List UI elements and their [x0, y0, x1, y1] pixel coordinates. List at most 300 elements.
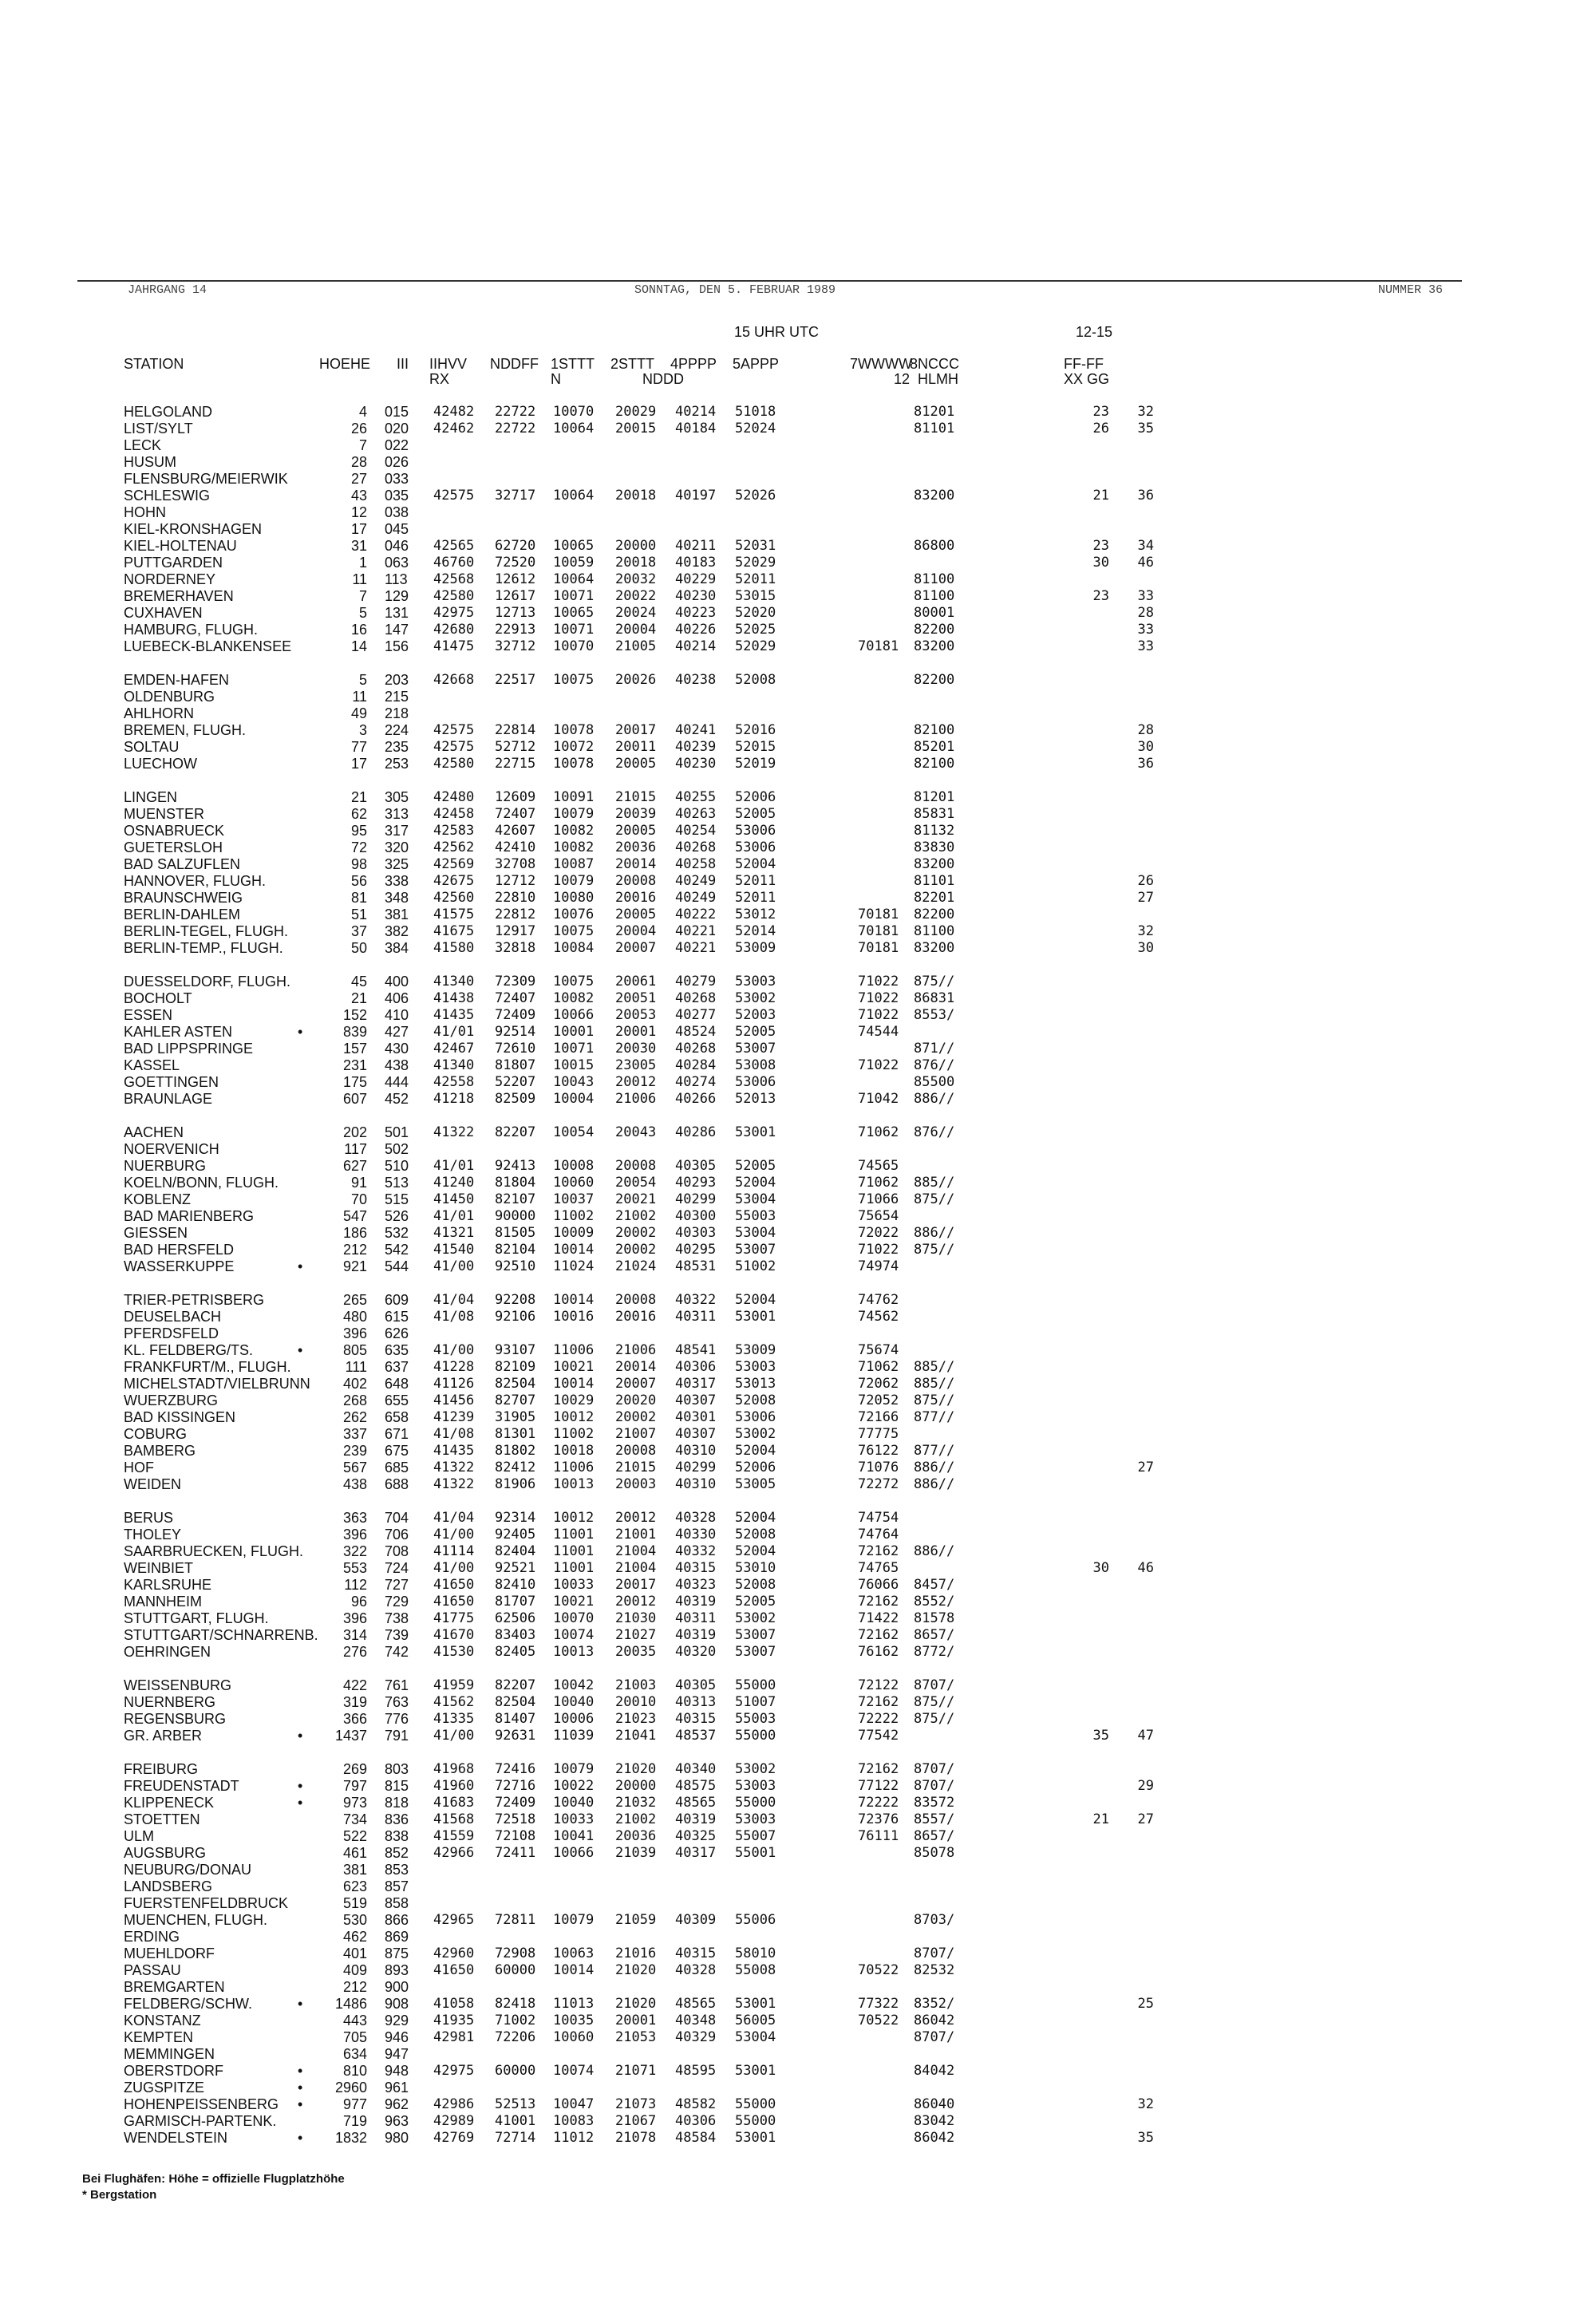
table-row: [0, 789, 1596, 806]
group-5appp: 53004: [735, 1225, 776, 1241]
group-iihvv: 41/04: [433, 1510, 475, 1526]
station-id: 658: [385, 1409, 409, 1425]
station-id: 609: [385, 1292, 409, 1308]
station-height: 152: [342, 1007, 367, 1023]
station-height: 973: [342, 1795, 367, 1811]
group-4pppp: 48595: [675, 2063, 717, 2079]
group-nddff: 92106: [495, 1309, 536, 1325]
group-4pppp: 40307: [675, 1426, 717, 1442]
group-iihvv: 41/00: [433, 1342, 475, 1358]
station-name: LINGEN: [124, 789, 178, 805]
group-iihvv: 42580: [433, 588, 475, 604]
table-row: [0, 555, 1596, 571]
station-name: KASSEL: [124, 1057, 180, 1073]
group-4pppp: 40263: [675, 806, 717, 822]
table-row: [0, 1594, 1596, 1610]
group-2sttt: 20026: [615, 672, 657, 688]
station-height: 810: [342, 2063, 367, 2079]
group-iihvv: 41240: [433, 1175, 475, 1191]
group-iihvv: 42575: [433, 488, 475, 504]
group-5appp: 52004: [735, 1443, 776, 1459]
group-7wwww: 70181: [858, 940, 899, 956]
group-4pppp: 48565: [675, 1795, 717, 1811]
group-nddff: 81906: [495, 1476, 536, 1492]
group-8nccc: 82100: [914, 756, 955, 772]
station-name: DUESSELDORF, FLUGH.: [124, 974, 291, 990]
group-2sttt: 20004: [615, 622, 657, 638]
group-nddff: 82207: [495, 1677, 536, 1693]
group-7wwww: 74562: [858, 1309, 899, 1325]
group-iihvv: 42680: [433, 622, 475, 638]
station-height: 62: [350, 806, 367, 822]
group-8nccc: 8553/: [914, 1007, 955, 1023]
table-row: [0, 2046, 1596, 2063]
group-8nccc: 83200: [914, 940, 955, 956]
group-1sttt: 10070: [553, 404, 595, 420]
station-height: 21: [350, 789, 367, 805]
table-row: [0, 1376, 1596, 1392]
table-row: [0, 1577, 1596, 1594]
group-nddff: 22814: [495, 722, 536, 738]
group-5appp: 56005: [735, 2013, 776, 2028]
group-7wwww: 74754: [858, 1510, 899, 1526]
station-name: BRAUNSCHWEIG: [124, 890, 243, 906]
table-row: [0, 1460, 1596, 1476]
table-row: [0, 756, 1596, 772]
group-1sttt: 10064: [553, 488, 595, 504]
group-5appp: 55006: [735, 1912, 776, 1928]
station-id: 724: [385, 1560, 409, 1576]
group-7wwww: 72052: [858, 1392, 899, 1408]
station-height: 4: [358, 404, 367, 420]
station-name: BRAUNLAGE: [124, 1091, 213, 1107]
station-name: SAARBRUECKEN, FLUGH.: [124, 1543, 304, 1559]
group-2sttt: 20036: [615, 1828, 657, 1844]
group-nddff: 92510: [495, 1258, 536, 1274]
table-row: [0, 1057, 1596, 1074]
group-1sttt: 10070: [553, 638, 595, 654]
station-height: 607: [342, 1091, 367, 1107]
table-row: [0, 1191, 1596, 1208]
group-7wwww: 74544: [858, 1024, 899, 1040]
col-c6: 5APPP: [733, 356, 780, 372]
station-id: 542: [385, 1242, 409, 1258]
group-2sttt: 21015: [615, 1460, 657, 1475]
group-8nccc: 85500: [914, 1074, 955, 1090]
group-2sttt: 20012: [615, 1594, 657, 1610]
table-row: [0, 588, 1596, 605]
group-iihvv: 42989: [433, 2113, 475, 2129]
group-4pppp: 48531: [675, 1258, 717, 1274]
group-8nccc: 885//: [914, 1376, 955, 1392]
group-8nccc: 81132: [914, 823, 955, 839]
station-id: 776: [385, 1711, 409, 1727]
station-height: 977: [342, 2096, 367, 2112]
group-2sttt: 21007: [615, 1426, 657, 1442]
station-height: 2960: [334, 2080, 367, 2096]
table-row: [0, 1560, 1596, 1577]
footer-note-airport: Bei Flughäfen: Höhe = offizielle Flugplatzhöhe: [82, 2172, 345, 2186]
group-4pppp: 40340: [675, 1761, 717, 1777]
gust-gg: 28: [1137, 605, 1154, 621]
station-name: AUGSBURG: [124, 1845, 207, 1861]
group-iihvv: 41/00: [433, 1560, 475, 1576]
station-height: 839: [342, 1024, 367, 1040]
group-nddff: 81807: [495, 1057, 536, 1073]
group-5appp: 51007: [735, 1694, 776, 1710]
table-row: [0, 454, 1596, 471]
table-row: [0, 538, 1596, 555]
station-height: 16: [350, 622, 367, 638]
group-7wwww: 74974: [858, 1258, 899, 1274]
gust-ff: 23: [1092, 538, 1109, 554]
group-7wwww: 76162: [858, 1644, 899, 1660]
group-8nccc: 83830: [914, 839, 955, 855]
station-id: 317: [385, 823, 409, 839]
group-iihvv: 42580: [433, 756, 475, 772]
group-4pppp: 40305: [675, 1158, 717, 1174]
group-5appp: 53008: [735, 1057, 776, 1073]
group-2sttt: 21053: [615, 2029, 657, 2045]
col-c4: 2STTT: [610, 356, 655, 372]
table-row: [0, 622, 1596, 638]
group-iihvv: 41/04: [433, 1292, 475, 1308]
station-height: 26: [350, 421, 367, 436]
table-row: [0, 1945, 1596, 1962]
group-2sttt: 20039: [615, 806, 657, 822]
group-4pppp: 40299: [675, 1460, 717, 1475]
gust-gg: 33: [1137, 588, 1154, 604]
group-1sttt: 10029: [553, 1392, 595, 1408]
table-row: [0, 404, 1596, 421]
station-height: 627: [342, 1158, 367, 1174]
group-5appp: 58010: [735, 1945, 776, 1961]
group-2sttt: 20017: [615, 722, 657, 738]
gust-gg: 34: [1137, 538, 1154, 554]
station-name: WEINBIET: [124, 1560, 194, 1576]
group-1sttt: 10022: [553, 1778, 595, 1794]
group-5appp: 52004: [735, 1543, 776, 1559]
group-iihvv: 41650: [433, 1962, 475, 1978]
group-2sttt: 20043: [615, 1124, 657, 1140]
group-8nccc: 875//: [914, 1711, 955, 1727]
station-height: 462: [342, 1929, 367, 1945]
group-8nccc: 81578: [914, 1610, 955, 1626]
table-row: [0, 974, 1596, 990]
station-height: 1486: [334, 1996, 367, 2012]
group-iihvv: 41683: [433, 1795, 475, 1811]
group-1sttt: 10013: [553, 1476, 595, 1492]
group-1sttt: 10071: [553, 588, 595, 604]
group-5appp: 52019: [735, 756, 776, 772]
group-5appp: 52011: [735, 571, 776, 587]
group-2sttt: 21004: [615, 1543, 657, 1559]
group-2sttt: 20002: [615, 1409, 657, 1425]
station-height: 56: [350, 873, 367, 889]
table-row: [0, 1761, 1596, 1778]
station-id: 033: [385, 471, 409, 487]
group-5appp: 52026: [735, 488, 776, 504]
gust-gg: 27: [1137, 890, 1154, 906]
group-5appp: 52006: [735, 789, 776, 805]
station-id: 857: [385, 1878, 409, 1894]
group-nddff: 82404: [495, 1543, 536, 1559]
group-5appp: 52008: [735, 672, 776, 688]
table-row: [0, 1878, 1596, 1895]
station-id: 156: [385, 638, 409, 654]
station-id: 384: [385, 940, 409, 956]
station-height: 634: [342, 2046, 367, 2062]
group-2sttt: 21006: [615, 1342, 657, 1358]
table-row: [0, 1476, 1596, 1493]
station-height: 11: [352, 689, 367, 705]
station-name: HUSUM: [124, 454, 176, 470]
table-row: [0, 1292, 1596, 1309]
group-1sttt: 10063: [553, 1945, 595, 1961]
station-height: 50: [350, 940, 367, 956]
group-2sttt: 20012: [615, 1510, 657, 1526]
group-4pppp: 40268: [675, 990, 717, 1006]
station-height: 239: [342, 1443, 367, 1459]
group-8nccc: 8707/: [914, 1761, 955, 1777]
group-4pppp: 40328: [675, 1962, 717, 1978]
station-id: 947: [385, 2046, 409, 2062]
group-8nccc: 886//: [914, 1460, 955, 1475]
group-5appp: 53015: [735, 588, 776, 604]
group-1sttt: 10040: [553, 1795, 595, 1811]
group-nddff: 12917: [495, 923, 536, 939]
station-id: 818: [385, 1795, 409, 1811]
station-height: 11: [352, 571, 367, 587]
station-height: 27: [350, 471, 367, 487]
gust-gg: 36: [1137, 488, 1154, 504]
group-5appp: 53003: [735, 974, 776, 990]
group-1sttt: 10065: [553, 538, 595, 554]
group-5appp: 53007: [735, 1644, 776, 1660]
group-2sttt: 20030: [615, 1041, 657, 1057]
station-height: 12: [350, 504, 367, 520]
col-c8: 8NCCC: [910, 356, 960, 372]
group-5appp: 52004: [735, 1175, 776, 1191]
station-id: 338: [385, 873, 409, 889]
station-height: 547: [342, 1208, 367, 1224]
station-height: 409: [342, 1962, 367, 1978]
station-name: MANNHEIM: [124, 1594, 202, 1610]
station-name: LECK: [124, 437, 162, 453]
group-5appp: 53003: [735, 1359, 776, 1375]
station-height: 31: [350, 538, 367, 554]
table-row: [0, 1258, 1596, 1275]
gust-ff: 23: [1092, 404, 1109, 420]
group-2sttt: 20029: [615, 404, 657, 420]
group-4pppp: 40238: [675, 672, 717, 688]
station-name: NUERNBERG: [124, 1694, 216, 1710]
col-ffb: XX GG: [1064, 371, 1110, 387]
group-2sttt: 20007: [615, 940, 657, 956]
station-id: 022: [385, 437, 409, 453]
station-height: 14: [350, 638, 367, 654]
table-row: [0, 856, 1596, 873]
group-nddff: 52207: [495, 1074, 536, 1090]
group-1sttt: 10074: [553, 1627, 595, 1643]
group-iihvv: 41126: [433, 1376, 475, 1392]
group-5appp: 53005: [735, 1476, 776, 1492]
group-nddff: 82107: [495, 1191, 536, 1207]
group-4pppp: 40266: [675, 1091, 717, 1107]
group-2sttt: 21004: [615, 1560, 657, 1576]
table-row: [0, 1962, 1596, 1979]
gust-gg: 36: [1137, 756, 1154, 772]
station-name: DEUSELBACH: [124, 1309, 222, 1325]
table-row: [0, 1024, 1596, 1041]
station-id: 452: [385, 1091, 409, 1107]
group-2sttt: 21027: [615, 1627, 657, 1643]
group-7wwww: 72162: [858, 1543, 899, 1559]
table-row: [0, 1862, 1596, 1878]
group-5appp: 53013: [735, 1376, 776, 1392]
station-height: 175: [342, 1074, 367, 1090]
group-1sttt: 11013: [553, 1996, 595, 2012]
group-8nccc: 83200: [914, 856, 955, 872]
group-2sttt: 20010: [615, 1694, 657, 1710]
group-iihvv: 42558: [433, 1074, 475, 1090]
station-id: 742: [385, 1644, 409, 1660]
station-id: 866: [385, 1912, 409, 1928]
group-1sttt: 10082: [553, 990, 595, 1006]
station-height: 1832: [334, 2130, 367, 2146]
group-1sttt: 10016: [553, 1309, 595, 1325]
station-height: 43: [350, 488, 367, 504]
group-7wwww: 70522: [858, 2013, 899, 2028]
group-1sttt: 10075: [553, 923, 595, 939]
group-nddff: 81707: [495, 1594, 536, 1610]
group-2sttt: 21067: [615, 2113, 657, 2129]
station-name: BAD HERSFELD: [124, 1242, 235, 1258]
group-8nccc: 80001: [914, 605, 955, 621]
station-name: HOHENPEISSENBERG: [124, 2096, 279, 2112]
group-8nccc: 82201: [914, 890, 955, 906]
col-c7: 7WWWW: [850, 356, 912, 372]
group-7wwww: 76066: [858, 1577, 899, 1593]
station-height: 314: [342, 1627, 367, 1643]
station-name: HANNOVER, FLUGH.: [124, 873, 267, 889]
group-1sttt: 10079: [553, 1912, 595, 1928]
group-7wwww: 74764: [858, 1527, 899, 1543]
group-4pppp: 40239: [675, 739, 717, 755]
group-iihvv: 41475: [433, 638, 475, 654]
table-row: [0, 1409, 1596, 1426]
group-5appp: 52016: [735, 722, 776, 738]
station-height: 337: [342, 1426, 367, 1442]
group-nddff: 12713: [495, 605, 536, 621]
group-nddff: 71002: [495, 2013, 536, 2028]
group-4pppp: 40307: [675, 1392, 717, 1408]
group-4pppp: 48565: [675, 1996, 717, 2012]
station-height: 623: [342, 1878, 367, 1894]
station-name: FREUDENSTADT: [124, 1778, 239, 1794]
table-row: [0, 1342, 1596, 1359]
station-height: 366: [342, 1711, 367, 1727]
table-row: [0, 2013, 1596, 2029]
group-5appp: 53001: [735, 1996, 776, 2012]
group-2sttt: 21078: [615, 2130, 657, 2146]
station-height: 567: [342, 1460, 367, 1475]
mountain-station-marker: •: [298, 1258, 303, 1274]
group-1sttt: 10021: [553, 1594, 595, 1610]
group-2sttt: 20018: [615, 488, 657, 504]
group-7wwww: 71066: [858, 1191, 899, 1207]
group-iihvv: 41228: [433, 1359, 475, 1375]
station-id: 113: [385, 571, 408, 587]
group-5appp: 53004: [735, 2029, 776, 2045]
table-row: [0, 806, 1596, 823]
station-name: NEUBURG/DONAU: [124, 1862, 252, 1878]
table-row: [0, 1158, 1596, 1175]
group-7wwww: 70181: [858, 638, 899, 654]
group-4pppp: 40268: [675, 839, 717, 855]
group-2sttt: 20002: [615, 1242, 657, 1258]
group-2sttt: 21002: [615, 1208, 657, 1224]
group-4pppp: 40183: [675, 555, 717, 571]
station-height: 519: [342, 1895, 367, 1911]
station-height: 95: [350, 823, 367, 839]
table-row: [0, 2113, 1596, 2130]
group-nddff: 72416: [495, 1761, 536, 1777]
group-nddff: 32818: [495, 940, 536, 956]
table-row: [0, 672, 1596, 689]
group-iihvv: 42965: [433, 1912, 475, 1928]
group-iihvv: 41540: [433, 1242, 475, 1258]
group-iihvv: 42966: [433, 1845, 475, 1861]
station-name: OEHRINGEN: [124, 1644, 211, 1660]
station-name: OBERSTDORF: [124, 2063, 224, 2079]
group-nddff: 42410: [495, 839, 536, 855]
station-id: 046: [385, 538, 409, 554]
group-5appp: 55000: [735, 2113, 776, 2129]
group-4pppp: 40295: [675, 1242, 717, 1258]
group-8nccc: 82200: [914, 907, 955, 922]
station-id: 038: [385, 504, 409, 520]
group-iihvv: 41650: [433, 1577, 475, 1593]
col-c2: NDDFF: [490, 356, 539, 372]
group-nddff: 82418: [495, 1996, 536, 2012]
group-7wwww: 71062: [858, 1359, 899, 1375]
group-4pppp: 40313: [675, 1694, 717, 1710]
station-name: ZUGSPITZE: [124, 2080, 205, 2096]
group-4pppp: 40306: [675, 2113, 717, 2129]
table-row: [0, 1225, 1596, 1242]
group-4pppp: 40279: [675, 974, 717, 990]
group-2sttt: 20000: [615, 538, 657, 554]
group-8nccc: 84042: [914, 2063, 955, 2079]
group-7wwww: 77775: [858, 1426, 899, 1442]
group-5appp: 55001: [735, 1845, 776, 1861]
group-7wwww: 76111: [858, 1828, 899, 1844]
station-id: 637: [385, 1359, 409, 1375]
group-4pppp: 48582: [675, 2096, 717, 2112]
table-row: [0, 421, 1596, 437]
group-8nccc: 86042: [914, 2013, 955, 2028]
group-8nccc: 875//: [914, 974, 955, 990]
group-nddff: 72811: [495, 1912, 536, 1928]
station-name: BREMGARTEN: [124, 1979, 225, 1995]
group-8nccc: 875//: [914, 1392, 955, 1408]
station-id: 875: [385, 1945, 409, 1961]
group-8nccc: 86831: [914, 990, 955, 1006]
group-7wwww: 72162: [858, 1594, 899, 1610]
station-name: KIEL-HOLTENAU: [124, 538, 237, 554]
station-id: 815: [385, 1778, 409, 1794]
